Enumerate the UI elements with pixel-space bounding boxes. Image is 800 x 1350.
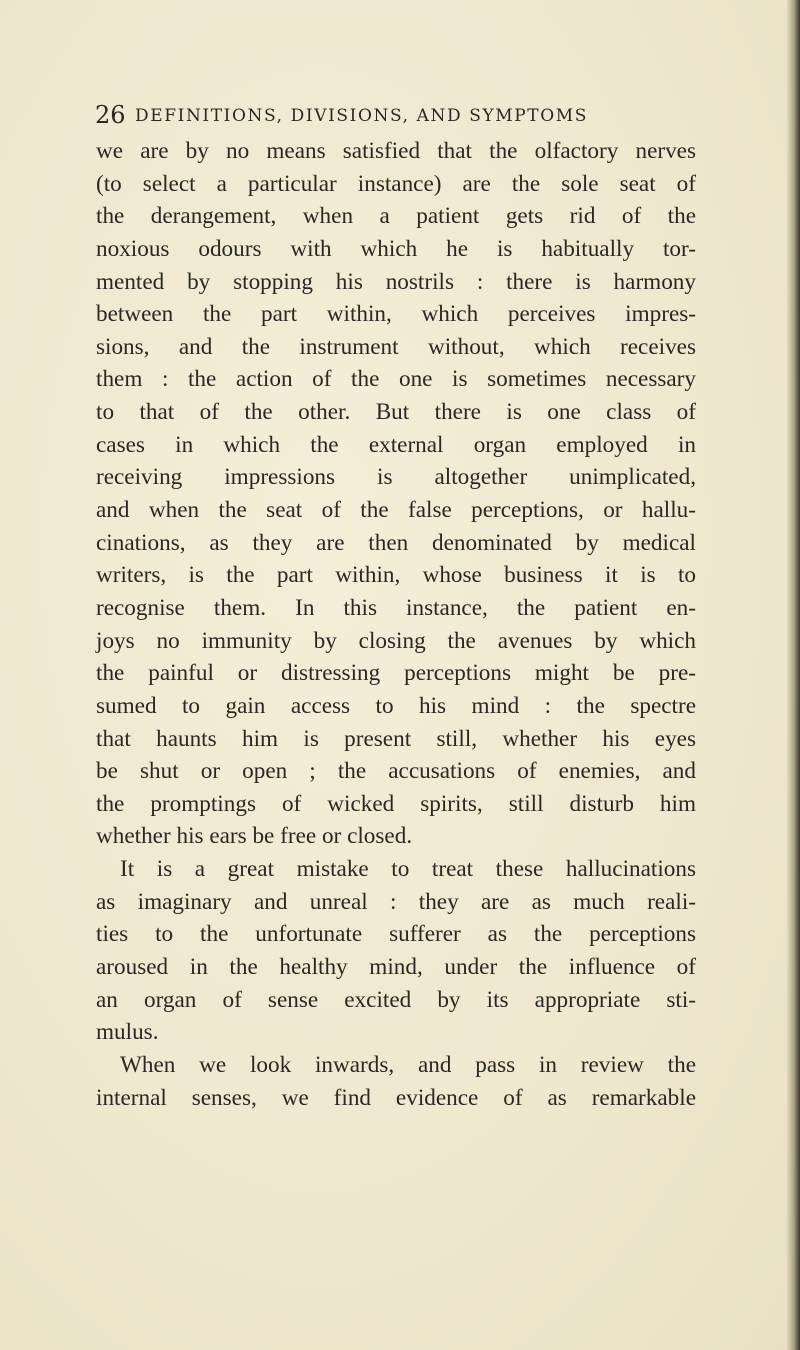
text-line: an organ of sense excited by its appropriate sti- (96, 986, 696, 1013)
text-line: sumed to gain access to his mind : the spectre (96, 692, 696, 719)
body-text (96, 135, 696, 1114)
text-line: we are by no means satisfied that the olfactory nerves (96, 138, 696, 164)
text-line: writers, is the part within, whose business it is to (96, 562, 696, 589)
running-head-title: DEFINITIONS, DIVISIONS, AND SYMPTOMS (135, 106, 589, 126)
text-line: noxious odours with which he is habitually tor- (96, 235, 696, 262)
text-line: whether his ears be free or closed. (96, 823, 413, 850)
text-line: cinations, as they are then denominated by medical (96, 529, 696, 556)
text-line: recognise them. In this instance, the patient en- (96, 594, 696, 621)
text-line: When we look inwards, and pass in review the (120, 1051, 696, 1078)
text-line: aroused in the healthy mind, under the influence of (96, 954, 696, 981)
page-number: 26 (95, 101, 126, 129)
text-line: between the part within, which perceives impres- (96, 301, 696, 328)
text-line: sions, and the instrument without, which receives (96, 333, 696, 360)
text-line: (to select a particular instance) are the sole seat of (96, 170, 696, 197)
text-line: the painful or distressing perceptions might be pre- (96, 660, 696, 687)
text-line: be shut or open ; the accusations of enemies, and (96, 758, 696, 785)
text-line: the promptings of wicked spirits, still disturb him (96, 790, 696, 817)
text-line: internal senses, we find evidence of as remarkable (96, 1084, 696, 1111)
text-line: mulus. (96, 1019, 159, 1046)
page-edge-shadow (786, 0, 800, 1350)
text-line: the derangement, when a patient gets rid of the (96, 203, 696, 230)
text-line: them : the action of the one is sometimes necessary (96, 366, 696, 393)
text-line: and when the seat of the false perceptions, or hallu- (96, 497, 696, 524)
text-line: ties to the unfortunate sufferer as the perceptions (96, 921, 696, 948)
running-head (95, 100, 635, 130)
text-line: joys no immunity by closing the avenues by which (96, 627, 696, 654)
text-line: cases in which the external organ employed in (96, 431, 696, 458)
text-line: receiving impressions is altogether unimplicated, (96, 464, 696, 491)
text-line: as imaginary and unreal : they are as much reali- (96, 888, 696, 915)
text-line: to that of the other. But there is one class of (96, 399, 696, 426)
text-line: that haunts him is present still, whether his eyes (96, 725, 696, 752)
text-line: mented by stopping his nostrils : there is harmony (96, 268, 696, 295)
text-line: It is a great mistake to treat these hallucinations (120, 856, 696, 883)
